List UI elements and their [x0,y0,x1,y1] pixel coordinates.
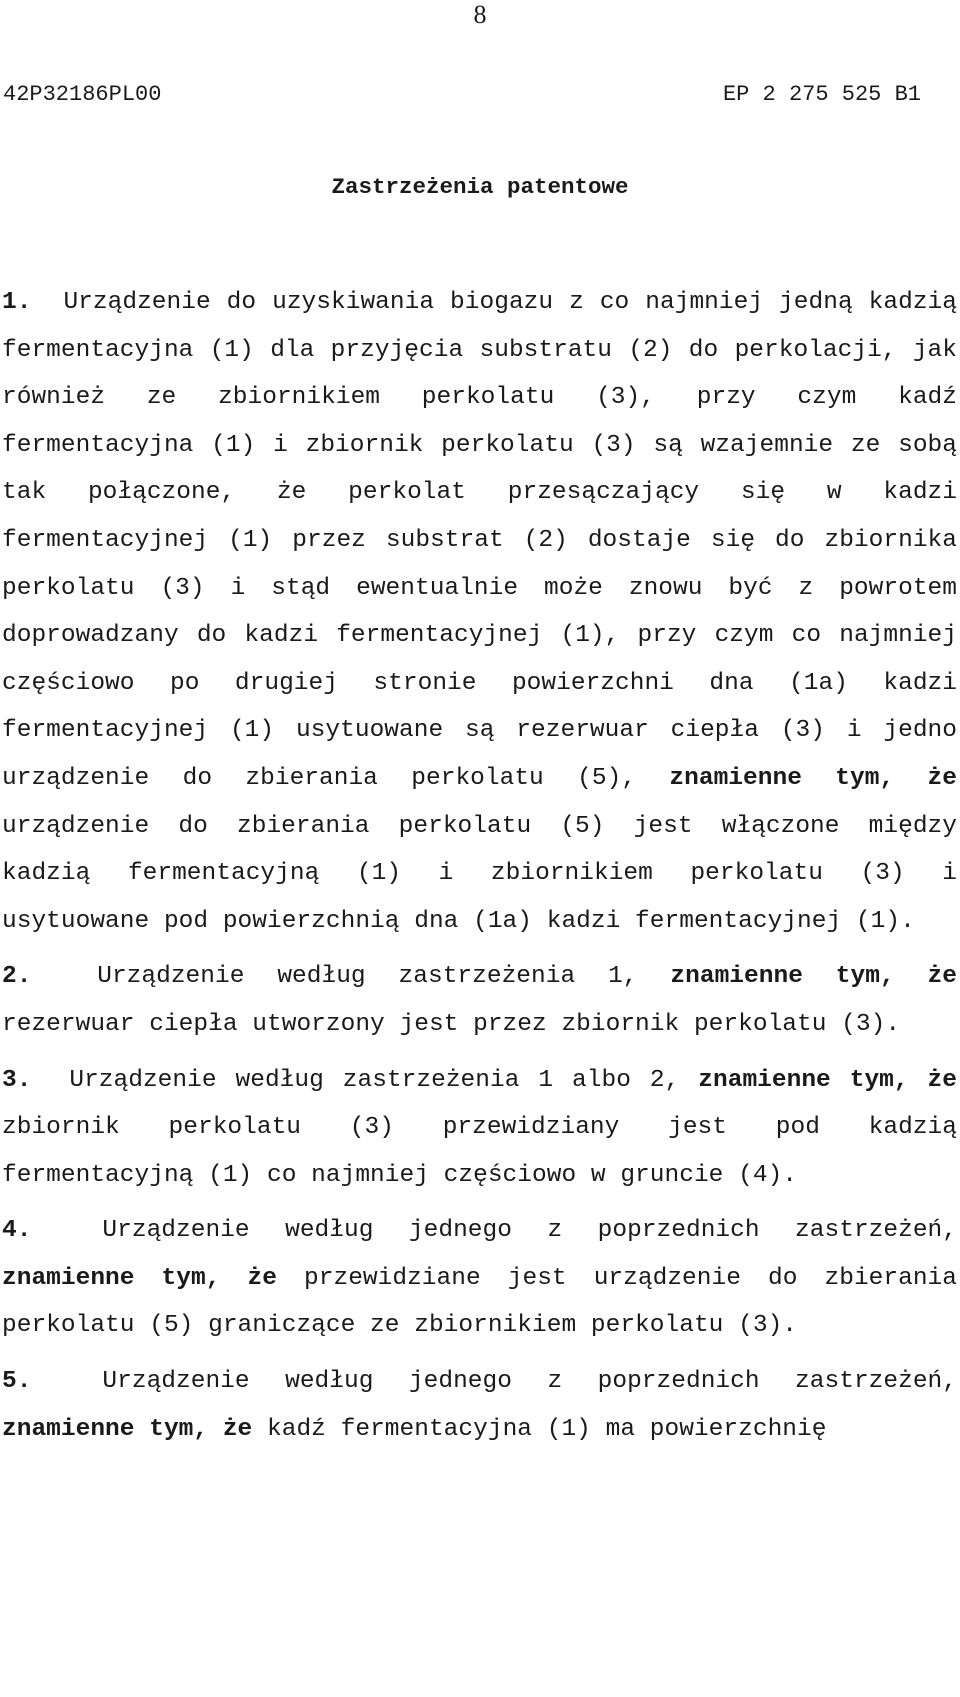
claim-text: Urządzenie według jednego z poprzednich zastrzeżeń, [102,1368,957,1396]
claim-text: zbiornik perkolatu (3) przewidziany jest pod kadzią fermentacyjną (1) co najmniej częściowo w gruncie (4). [2,1114,957,1189]
section-title: Zastrzeżenia patentowe [331,174,629,200]
claim-1 [2,279,957,945]
claim-number: 1. [2,289,32,316]
claim-text: rezerwuar ciepła utworzony jest przez zbiornik perkolatu (3). [2,1010,901,1038]
claim-characterizing-phrase: znamienne tym, że [670,963,958,991]
claim-characterizing-phrase: znamienne tym, że [2,1415,253,1443]
doc-code: 42P32186PL00 [3,82,162,107]
claim-5 [2,1358,957,1453]
claim-text: Urządzenie według zastrzeżenia 1, [97,963,638,991]
claim-text: Urządzenie według zastrzeżenia 1 albo 2, [69,1066,680,1094]
claim-characterizing-phrase: znamienne tym, że [2,1264,277,1292]
claims-list [2,279,957,1453]
page-number: 8 [473,0,487,29]
patent-number: EP 2 275 525 B1 [722,82,921,107]
claim-characterizing-phrase: znamienne tym, że [669,764,957,792]
claim-number: 3. [2,1066,32,1094]
claim-3 [2,1057,957,1200]
claim-text: przewidziane jest urządzenie do zbierania perkolatu (5) graniczące ze zbiornikiem perkolatu (3). [2,1264,957,1340]
claim-characterizing-phrase: znamienne tym, że [698,1066,957,1094]
claim-text: kadź fermentacyjna (1) ma powierzchnię [267,1415,827,1443]
document-header [3,80,921,110]
claim-4 [2,1207,957,1350]
claim-text: Urządzenie do uzyskiwania biogazu z co najmniej jedną kadzią fermentacyjna (1) dla przyjęcia substratu (2) do perkolacji, jak również ze zbiornikiem perkolatu (3), przy czym kadź fermentacyjna (1) i zbiornik perkolatu (3) są wzajemnie ze sobą tak połączone, że perkolat przesączający się w kadzi fermentacyjnej (1) przez substrat (2) dostaje się do zbiornika perkolatu (3) i stąd ewentualnie może znowu być z powrotem doprowadzany do kadzi fermentacyjnej (1), przy czym co najmniej częściowo po drugiej stronie powierzchni dna (1a) kadzi fermentacyjnej (1) usytuowane są rezerwuar ciepła (3) i jedno urządzenie do zbierania perkolatu (5), [2,289,957,792]
claim-number: 2. [2,963,32,991]
claim-number: 5. [2,1368,32,1396]
claim-text: urządzenie do zbierania perkolatu (5) jest włączone między kadzią fermentacyjną (1) i zbiornikiem perkolatu (3) i usytuowane pod powierzchnią dna (1a) kadzi fermentacyjnej (1). [2,812,957,935]
claim-2 [2,953,957,1048]
claim-number: 4. [2,1217,32,1245]
claim-text: Urządzenie według jednego z poprzednich zastrzeżeń, [102,1217,957,1245]
